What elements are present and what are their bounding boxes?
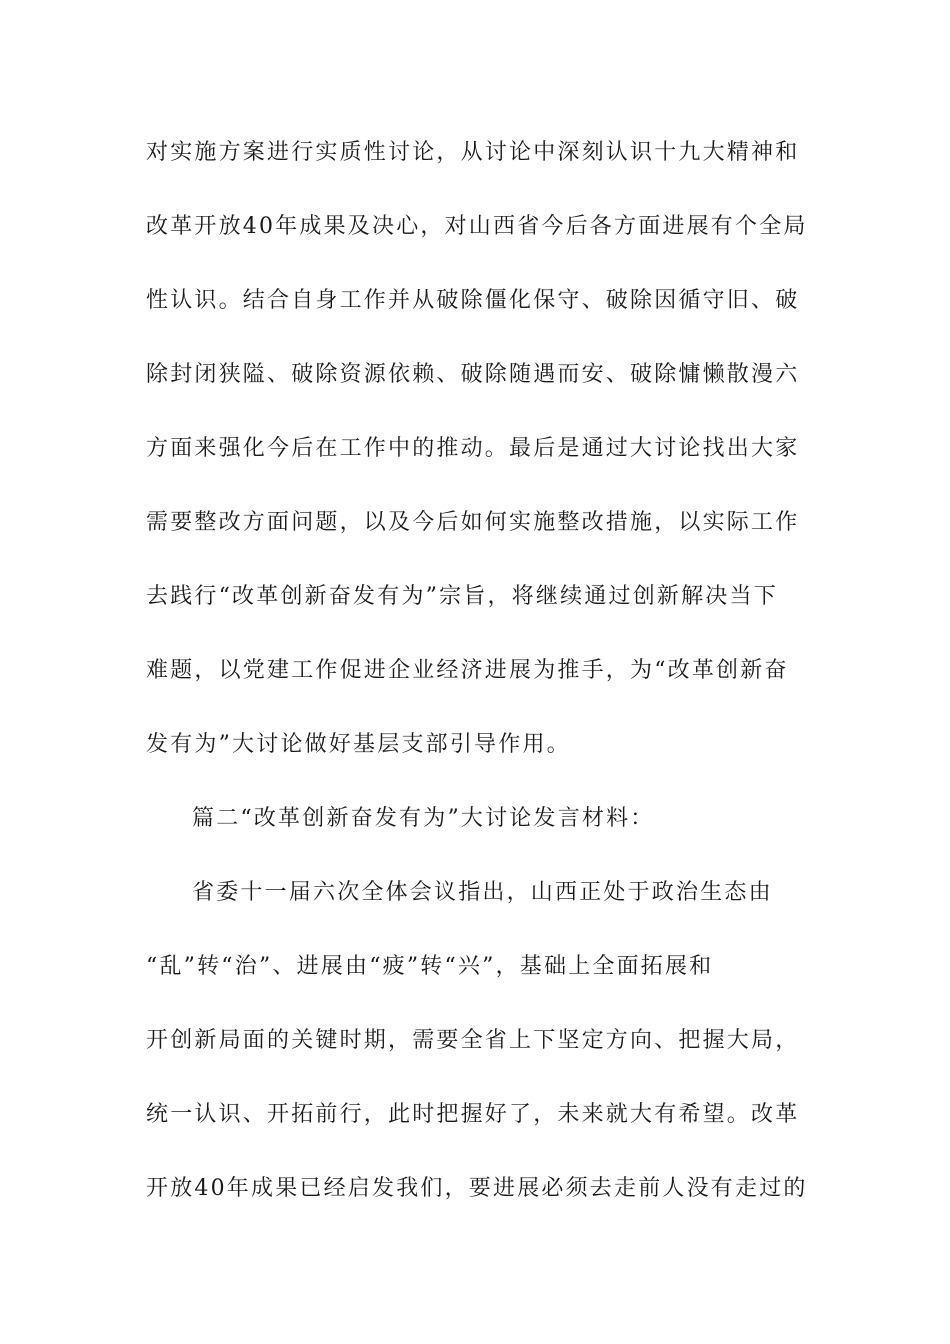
paragraph-line: 改革开放40年成果及决心，对山西省今后各方面进展有个全局 [146,214,808,239]
paragraph-line: 对实施方案进行实质性讨论，从讨论中深刻认识十九大精神和 [146,140,800,165]
paragraph-line: 去践行“改革创新奋发有为”宗旨，将继续通过创新解决当下 [146,584,778,609]
paragraph-line: “乱”转“治”、进展由“疲”转“兴”，基础上全面拓展和 [146,954,714,979]
paragraph-line: 发有为”大讨论做好基层支部引导作用。 [146,732,571,757]
paragraph-line: 开创新局面的关键时期，需要全省上下坚定方向、把握大局， [146,1028,800,1053]
paragraph-line: 除封闭狭隘、破除资源依赖、破除随遇而安、破除慵懒散漫六 [146,362,800,387]
paragraph-line: 难题，以党建工作促进企业经济进展为推手，为“改革创新奋 [146,658,789,683]
paragraph-line: 需要整改方面问题，以及今后如何实施整改措施，以实际工作 [146,510,800,535]
paragraph-line: 统一认识、开拓前行，此时把握好了，未来就大有希望。改革 [146,1102,800,1127]
paragraph-line: 性认识。结合自身工作并从破除僵化保守、破除因循守旧、破 [146,288,800,313]
paragraph-line: 开放40年成果已经启发我们，要进展必须去走前人没有走过的 [146,1176,808,1201]
section-heading: 篇二“改革创新奋发有为”大讨论发言材料： [192,806,655,831]
paragraph-line: 方面来强化今后在工作中的推动。最后是通过大讨论找出大家 [146,436,800,461]
paragraph-line: 省委十一届六次全体会议指出，山西正处于政治生态由 [192,880,773,905]
